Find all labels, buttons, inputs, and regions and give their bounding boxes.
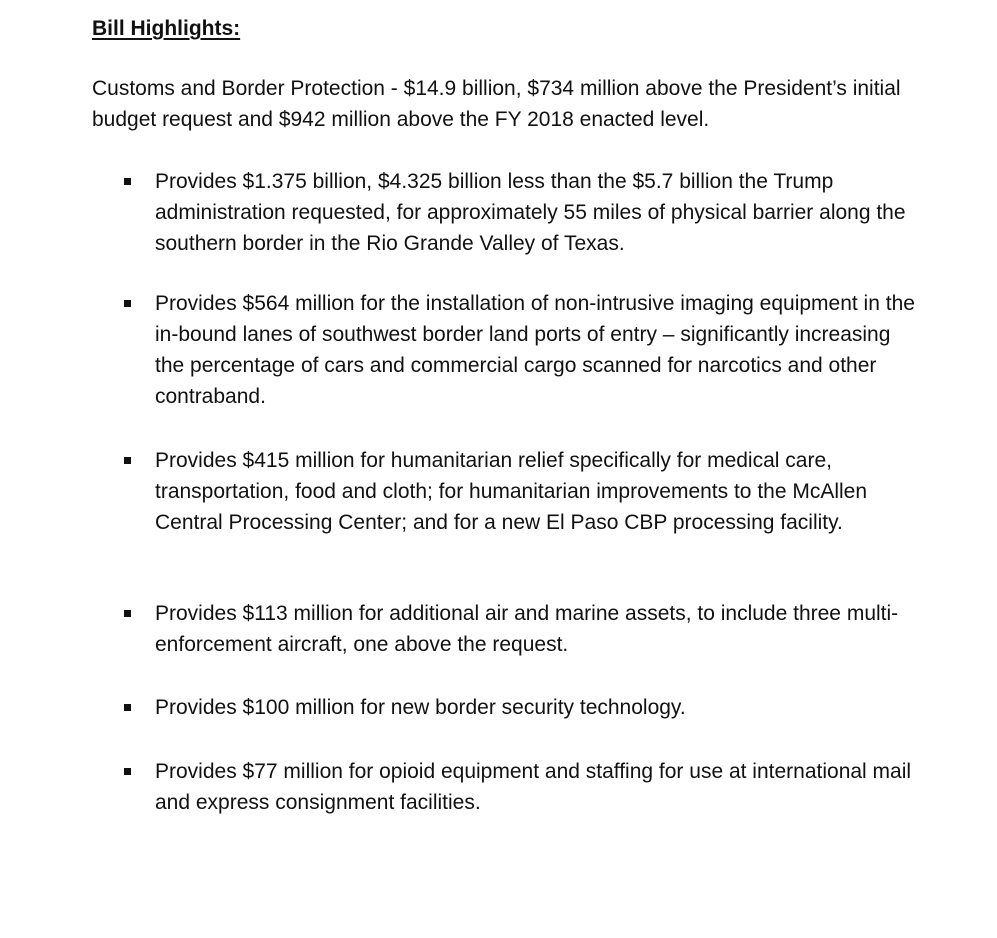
bullet-text: Provides $564 million for the installation of non-intrusive imaging equipment in the in-bound lanes of southwest border land ports of entry – significantly increasing the percentage of cars and commercial cargo scanned for narcotics and other contraband. (155, 292, 915, 408)
bullet-text: Provides $77 million for opioid equipment and staffing for use at international mail and express consignment facilities. (155, 760, 912, 814)
square-bullet-icon (124, 768, 131, 775)
square-bullet-icon (124, 457, 131, 464)
bullet-text: Provides $113 million for additional air and marine assets, to include three multi-enforcement aircraft, one above the request. (155, 602, 899, 656)
square-bullet-icon (124, 178, 131, 185)
bullet-text: Provides $1.375 billion, $4.325 billion less than the $5.7 billion the Trump administration requested, for approximately 55 miles of physical barrier along the southern border in the Rio Grande Valley of Texas. (155, 170, 906, 255)
intro-paragraph: Customs and Border Protection - $14.9 billion, $734 million above the President’s initial budget request and $942 million above the FY 2018 enacted level. (92, 77, 901, 131)
bullet-text: Provides $100 million for new border security technology. (155, 696, 686, 719)
document-heading: Bill Highlights: (92, 17, 241, 40)
square-bullet-icon (124, 300, 131, 307)
bullet-text: Provides $415 million for humanitarian relief specifically for medical care, transportation, food and cloth; for humanitarian improvements to the McAllen Central Processing Center; and for a new El Paso CBP processing facility. (155, 449, 868, 534)
square-bullet-icon (124, 610, 131, 617)
square-bullet-icon (124, 704, 131, 711)
